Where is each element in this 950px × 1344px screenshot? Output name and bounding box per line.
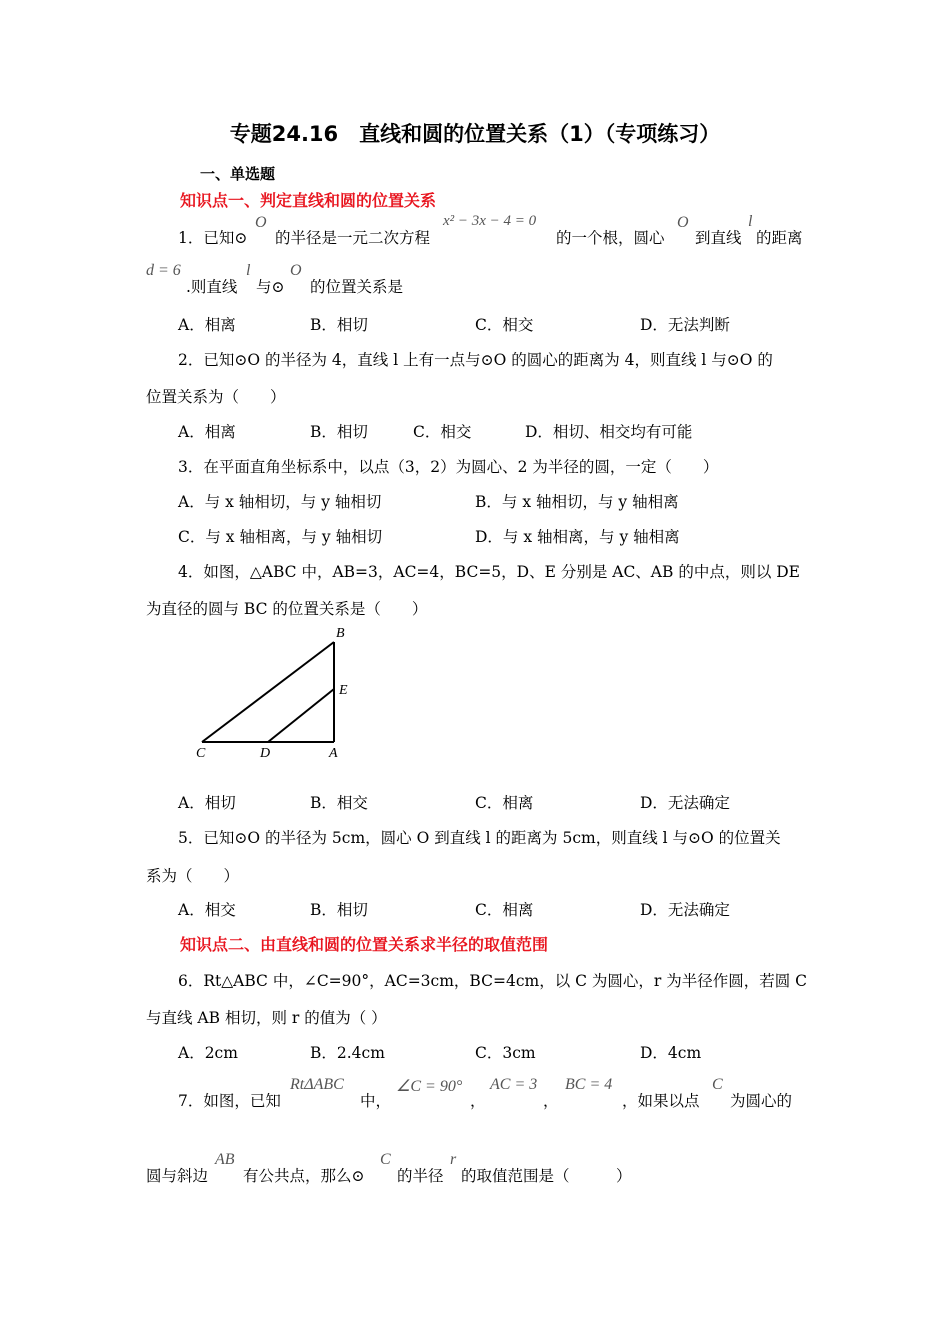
q7-text-b: 中， <box>360 1092 392 1110</box>
q7-text-e: ，如果以点 <box>622 1092 700 1110</box>
q4-option-a: A．相切 <box>178 794 236 812</box>
q6-line1: 6．Rt△ABC 中，∠C=90°，AC=3cm，BC=4cm，以 C 为圆心，r 为半径作圆，若圆 C <box>178 972 808 990</box>
q7-text-j: 的取值范围是（ ） <box>461 1167 632 1185</box>
section-heading: 一、单选题 <box>200 165 276 183</box>
q1-math-O2: O <box>677 214 689 231</box>
q3-line1: 3．在平面直角坐标系中，以点（3，2）为圆心、2 为半径的圆，一定（ ） <box>178 458 719 476</box>
q7-math-angle: ∠C = 90° <box>396 1078 463 1095</box>
q7-text-d: ， <box>543 1092 559 1110</box>
q7-math-r: r <box>450 1151 457 1168</box>
q1-text-a: 1．已知⊙ <box>178 229 248 247</box>
q2-line2: 位置关系为（ ） <box>146 388 286 406</box>
q3-option-c: C．与 x 轴相离，与 y 轴相切 <box>178 528 383 546</box>
q7-text-g: 圆与斜边 <box>146 1167 209 1185</box>
q1-text-e: 的距离 <box>756 229 803 247</box>
q3-option-a: A．与 x 轴相切，与 y 轴相切 <box>178 493 382 511</box>
label-B: B <box>336 626 345 641</box>
q5-line2: 系为（ ） <box>146 867 240 885</box>
q1-math-d: d = 6 <box>146 262 181 279</box>
page-title: 专题24.16 直线和圆的位置关系（1）（专项练习） <box>229 122 721 146</box>
q1-math-l: l <box>748 213 753 230</box>
q1-math-equation: x² − 3x − 4 = 0 <box>443 213 537 229</box>
q7-math-bc: BC = 4 <box>565 1076 613 1093</box>
q1-math-O3: O <box>290 262 302 279</box>
label-C: C <box>196 746 206 761</box>
knowledge-point-2: 知识点二、由直线和圆的位置关系求半径的取值范围 <box>180 935 549 954</box>
q7-math-ab: AB <box>215 1151 235 1168</box>
q3-option-d: D．与 x 轴相离，与 y 轴相离 <box>475 528 680 546</box>
q4-option-c: C．相离 <box>475 794 534 812</box>
label-D: D <box>260 746 271 761</box>
q1-option-d: D．无法判断 <box>640 316 730 334</box>
q1-text-d: 到直线 <box>695 229 742 247</box>
q6-option-c: C．3cm <box>475 1044 536 1062</box>
q7-text-f: 为圆心的 <box>730 1092 793 1110</box>
knowledge-point-1: 知识点一、判定直线和圆的位置关系 <box>180 191 437 210</box>
q7-math-C2: C <box>380 1151 391 1168</box>
triangle-figure <box>190 622 360 762</box>
q5-option-c: C．相离 <box>475 901 534 919</box>
q2-line1: 2．已知⊙O 的半径为 4，直线 l 上有一点与⊙O 的圆心的距离为 4，则直线 l 与⊙O 的 <box>178 351 773 369</box>
q4-line2: 为直径的圆与 BC 的位置关系是（ ） <box>146 600 428 618</box>
q2-option-b: B．相切 <box>310 423 368 441</box>
q7-text-a: 7．如图，已知 <box>178 1092 281 1110</box>
q6-option-b: B．2.4cm <box>310 1044 385 1062</box>
q4-option-b: B．相交 <box>310 794 368 812</box>
q1-text-c: 的一个根，圆心 <box>556 229 665 247</box>
q1-option-a: A．相离 <box>178 316 236 334</box>
q5-option-a: A．相交 <box>178 901 236 919</box>
q3-option-b: B．与 x 轴相切，与 y 轴相离 <box>475 493 679 511</box>
segment-BC <box>202 642 334 742</box>
q1-option-c: C．相交 <box>475 316 534 334</box>
q7-math-triangle: RtΔABC <box>290 1076 344 1093</box>
q1-option-b: B．相切 <box>310 316 368 334</box>
q7-text-i: 的半径 <box>397 1167 444 1185</box>
q2-option-d: D．相切、相交均有可能 <box>525 423 693 441</box>
q5-option-b: B．相切 <box>310 901 368 919</box>
q7-text-h: 有公共点，那么⊙ <box>243 1167 365 1185</box>
q5-line1: 5．已知⊙O 的半径为 5cm，圆心 O 到直线 l 的距离为 5cm，则直线 l 与⊙O 的位置关 <box>178 829 781 847</box>
q1-math-O: O <box>255 214 267 231</box>
q1-text-h: 的位置关系是 <box>310 278 404 296</box>
q6-option-d: D．4cm <box>640 1044 702 1062</box>
q6-line2: 与直线 AB 相切，则 r 的值为（ ） <box>146 1009 387 1027</box>
q7-math-ac: AC = 3 <box>490 1076 538 1093</box>
q7-text-c: ， <box>470 1092 486 1110</box>
q6-option-a: A．2cm <box>178 1044 238 1062</box>
label-A: A <box>329 746 338 761</box>
segment-DE <box>268 689 334 742</box>
q1-math-l2: l <box>246 262 251 279</box>
q1-text-b: 的半径是一元二次方程 <box>275 229 431 247</box>
q1-text-f: .则直线 <box>186 278 238 296</box>
q1-text-g: 与⊙ <box>256 278 285 296</box>
q7-math-C: C <box>712 1076 723 1093</box>
q4-line1: 4．如图，△ABC 中，AB=3，AC=4，BC=5，D、E 分别是 AC、AB 的中点，则以 DE <box>178 563 800 581</box>
q5-option-d: D．无法确定 <box>640 901 730 919</box>
label-E: E <box>339 683 348 698</box>
q4-option-d: D．无法确定 <box>640 794 730 812</box>
q2-option-c: C．相交 <box>413 423 472 441</box>
q2-option-a: A．相离 <box>178 423 236 441</box>
